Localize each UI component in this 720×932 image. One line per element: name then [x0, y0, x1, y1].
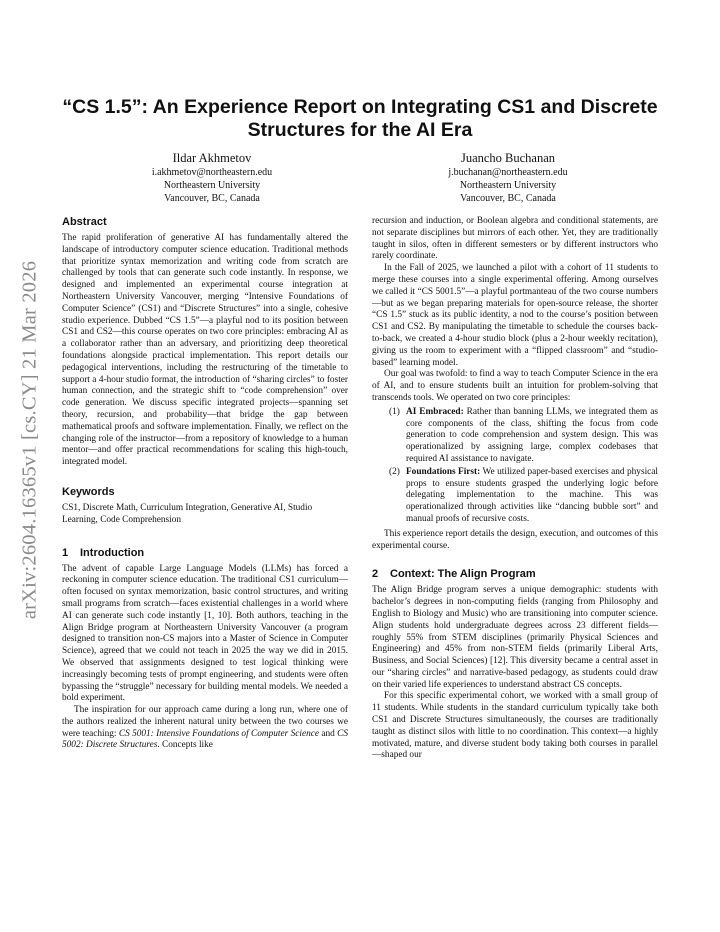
abstract-heading: Abstract [62, 216, 107, 228]
abstract-text: The rapid proliferation of generative AI has fundamentally altered the landscape of introductory computer science education. Traditional methods that prioritize syntax memorization and writing code from scratch are challenged by tools that can generate such code instantly. In response, we designed and implemented an experimental course integration at Northeastern University Vancouver, merging “Intensive Foundations of Computer Science” (CS1) and “Discrete Structures” into a single, cohesive studio experience. Dubbed “CS 1.5”—a playful nod to its position between CS1 and CS2—this course operates on two core principles: embracing AI as a collaborator rather than an adversary, and prioritizing deep theoretical foundations alongside practical implementation. This report details our pedagogical interventions, including the restructuring of the timetable to support a 4-hour studio format, the introduction of “sharing circles” to foster human connection, and the strategic shift to “code comprehension” over code generation. We discuss specific integrated projects—spanning set theory, recursion, and probability—that bridge the gap between mathematical proofs and software implementation. Finally, we reflect on the changing role of the instructor—from a repository of knowledge to a human mentor—and offer practical recommendations for scaling this high-touch, integrated model. [62, 233, 348, 468]
section-heading-context [372, 568, 658, 581]
intro-paragraph-2-continued: recursion and induction, or Boolean algebra and conditional statements, are not separate disciplines but mirrors of each other. Yet, they are traditionally taught in silos, often in different semesters or by different instructors who rarely coordinate. [372, 216, 658, 262]
arxiv-identifier-stamp [14, 255, 46, 625]
arxiv-id-text: arXiv:2604.16365v1 [cs.CY] 21 Mar 2026 [18, 260, 41, 620]
list-marker: (2) [389, 466, 400, 477]
author-location: Vancouver, BC, Canada [164, 193, 260, 204]
course-name-cs5001: CS 5001: Intensive Foundations of Computer Science [118, 728, 319, 739]
principle-item [389, 406, 658, 466]
left-column [62, 216, 348, 752]
core-principles-list [372, 407, 658, 526]
principle-text: We utilized paper-based exercises and physical props to ensure students grasped the underlying logic before delegating implementation to the machine. This was operationalized through activities like “dancing bubble sort” and manual proofs of recursive costs. [406, 466, 658, 524]
author-name: Juancho Buchanan [460, 151, 556, 165]
author-name: Ildar Akhmetov [172, 151, 252, 165]
section-heading-introduction [62, 547, 348, 560]
section-number: 2 [372, 568, 379, 581]
context-paragraph-1: The Align Bridge program serves a unique demographic: students with bachelor’s degrees in non-computing fields (ranging from Philosophy and English to Biology and Music) who are transitioning into computer science. Align students hold undergraduate degrees across 23 different fields—roughly 55% from STEM disciplines (primarily Physical Sciences and Engineering) and 45% from non-STEM fields (primarily Liberal Arts, Business, and Social Sciences) [12]. This diversity became a central asset in our “sharing circles” and narrative-based pedagogy, as students could draw on their varied life experiences to understand abstract CS concepts. [372, 585, 658, 690]
intro-paragraph-2: The inspiration for our approach came during a long run, where one of the authors realized the inherent natural unity between the two courses we were teaching: CS 5001: Intensive Foundations of Computer Science and CS 5002: Discrete Structures. Concepts like [62, 705, 348, 751]
author-email: j.buchanan@northeastern.edu [448, 167, 568, 178]
context-paragraph-2: For this specific experimental cohort, we worked with a small group of 11 students. While students in the standard curriculum typically take both CS1 and Discrete Structures simultaneously, the courses are traditionally taught as distinct silos with little to no coordination. This context—a highly motivated, mature, and diverse student body taking both courses in parallel—shaped our [372, 691, 658, 761]
intro-paragraph-1: The advent of capable Large Language Models (LLMs) has forced a reckoning in computer science education. The traditional CS1 curriculum—often focused on syntax memorization, basic control structures, and writing small programs from scratch—faces existential challenges in a world where AI can generate such code instantly [1, 10]. Both authors, teaching in the Align Bridge program at Northeastern University Vancouver (a program designed to transition non-CS majors into a Master of Science in Computer Science), agreed that we could not teach in 2025 the way we did in 2015. We observed that assignments designed to test logical thinking were increasingly becoming tests of prompt engineering, and students were often bypassing the “struggle” necessary for building mental models. We needed a bold experiment. [62, 563, 348, 704]
author-block-2 [388, 150, 628, 205]
keywords-heading: Keywords [62, 485, 115, 498]
intro-paragraph-3: In the Fall of 2025, we launched a pilot with a cohort of 11 students to merge these courses into a single experimental offering. Among ourselves we called it “CS 5001.5”—a playful portmanteau of the two course numbers—but as we began preparing materials for open-source release, the shorter “CS 1.5” stuck as its public identity, a nod to the course’s position between CS1 and CS2. By manipulating the timetable to schedule the courses back-to-back, we created a 4-hour studio block (plus a 2-hour weekly recitation), giving us the room to experiment with a “flipped classroom” and “studio-based” learning model. [372, 263, 658, 368]
author-affiliation: Northeastern University [163, 180, 261, 191]
list-marker: (1) [389, 406, 400, 417]
right-column [372, 216, 658, 762]
section-number: 1 [62, 546, 69, 559]
principle-text: Rather than banning LLMs, we integrated them as core components of the class, shifting the focus from code generation to code comprehension and system design. This was operationalized by assigning large, complex codebases that required AI assistance to navigate. [406, 406, 658, 464]
section-title: Context: The Align Program [390, 568, 536, 581]
intro-paragraph-5: This experience report details the design, execution, and outcomes of this experimental course. [372, 528, 658, 551]
author-location: Vancouver, BC, Canada [460, 193, 556, 204]
course-name-cs5002: CS 5002: Discrete Structures [62, 728, 348, 751]
author-block-1 [92, 150, 332, 205]
intro-paragraph-4: Our goal was twofold: to find a way to teach Computer Science in the era of AI, and to ensure students built an intuition for problem-solving that transcends tools. We operated on two core principles: [372, 369, 658, 403]
section-title: Introduction [80, 546, 145, 559]
principle-title: AI Embraced: [406, 406, 464, 417]
author-affiliation: Northeastern University [459, 180, 557, 191]
keywords-text: CS1, Discrete Math, Curriculum Integration, Generative AI, Studio Learning, Code Comprehension [62, 502, 313, 525]
paper-title: “CS 1.5”: An Experience Report on Integrating CS1 and Discrete Structures for the AI Era [62, 96, 658, 141]
principle-title: Foundations First: [406, 466, 481, 477]
principle-item [389, 466, 658, 526]
author-email: i.akhmetov@northeastern.edu [151, 167, 273, 178]
